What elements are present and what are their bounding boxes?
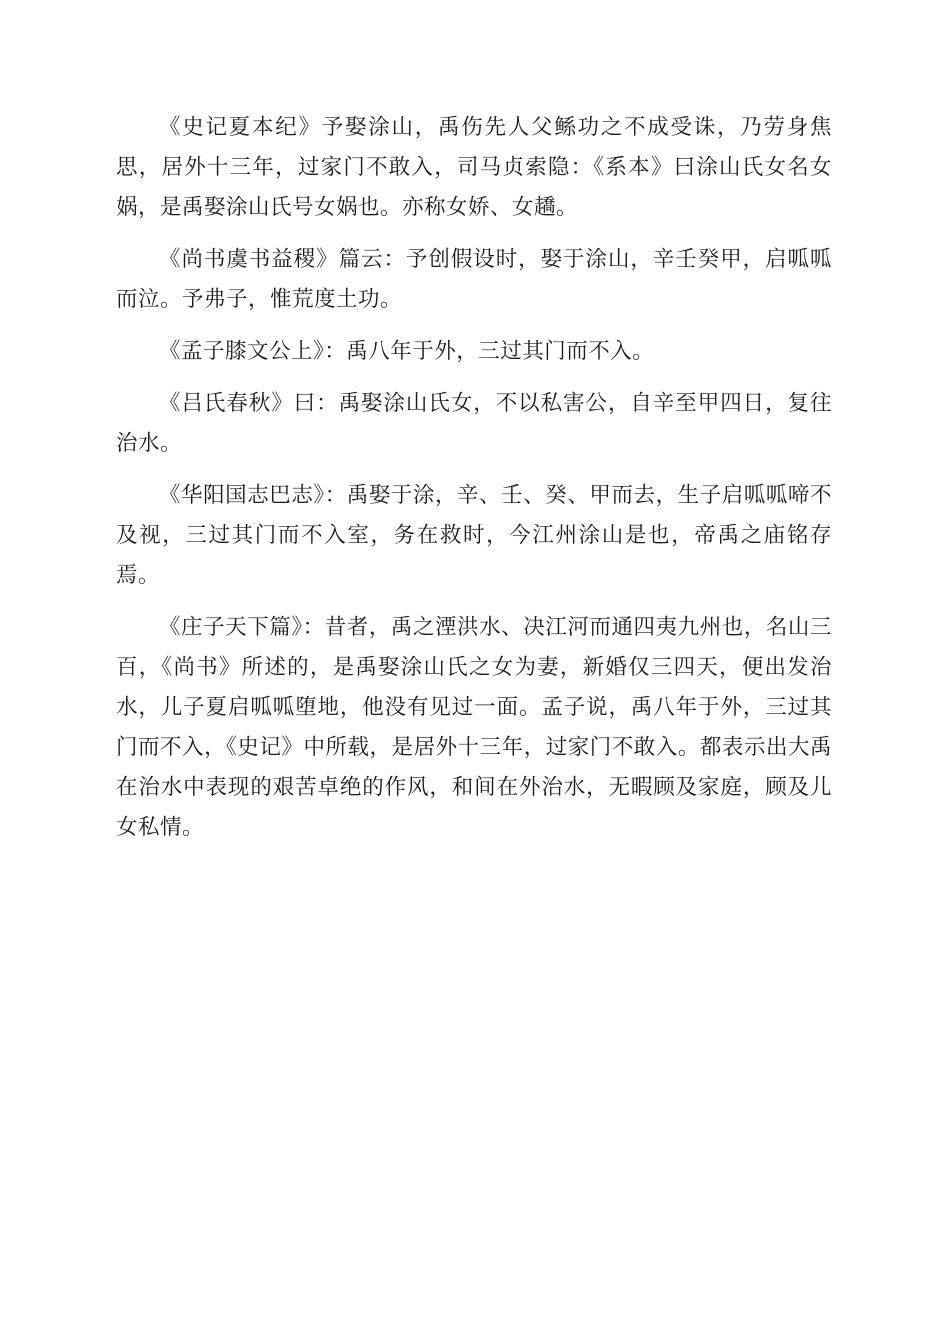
paragraph-mengzi: 《孟子膝文公上》：禹八年于外，三过其门而不入。 [159, 339, 655, 364]
paragraph-huayang: 《华阳国志巴志》：禹娶于涂，辛、壬、癸、甲而去，生子启呱呱啼不及视，三过其门而不入室，务在救时，今江州涂山是也，帝禹之庙铭存焉。 [116, 483, 832, 588]
paragraph-shangshu: 《尚书虞书益稷》篇云：予创假设时，娶于涂山，辛壬癸甲，启呱呱而泣。予弗子，惟荒度土功。 [116, 247, 832, 312]
document-body [116, 108, 832, 860]
paragraph-shiji: 《史记夏本纪》予娶涂山，禹伤先人父鲧功之不成受诛，乃劳身焦思，居外十三年，过家门不敢入，司马贞索隐：《系本》曰涂山氏女名女娲，是禹娶涂山氏号女娲也。亦称女娇、女趫。 [116, 115, 832, 220]
paragraph-zhuangzi: 《庄子天下篇》：昔者，禹之湮洪水、决江河而通四夷九州也，名山三百，《尚书》所述的，是禹娶涂山氏之女为妻，新婚仅三四天，便出发治水，儿子夏启呱呱堕地，他没有见过一面。孟子说，禹八年于外，三过其门而不入，《史记》中所载，是居外十三年，过家门不敢入。都表示出大禹在治水中表现的艰苦卓绝的作风，和间在外治水，无暇顾及家庭，顾及儿女私情。 [116, 615, 832, 840]
paragraph-lvshi: 《吕氏春秋》曰：禹娶涂山氏女，不以私害公，自辛至甲四日，复往治水。 [116, 391, 832, 456]
